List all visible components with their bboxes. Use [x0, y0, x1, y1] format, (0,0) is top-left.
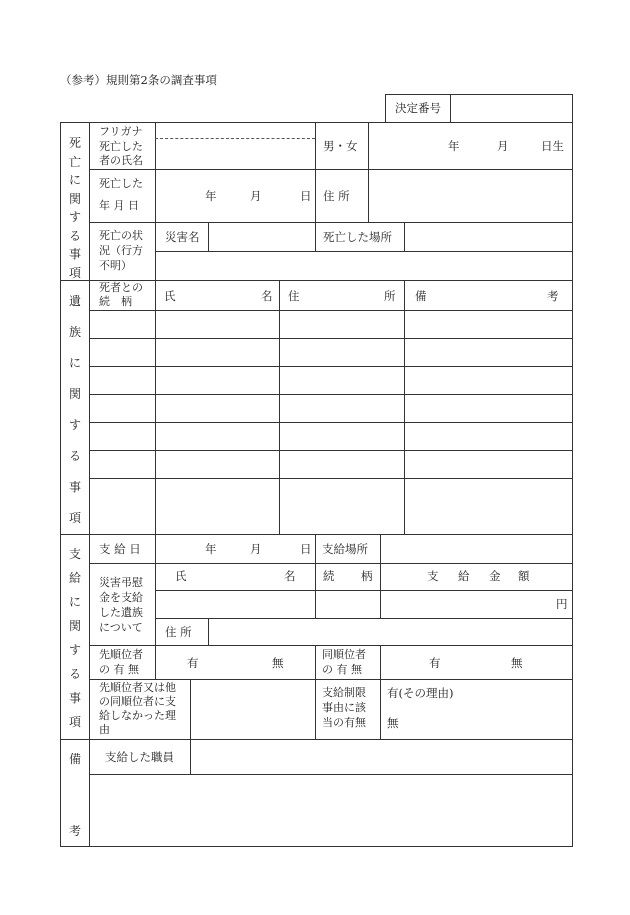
deceased-name-label-1: 死亡した	[99, 140, 143, 153]
prior-no-option[interactable]: 無	[272, 656, 284, 670]
recipient-address-field[interactable]	[210, 620, 570, 644]
recipient-label-1: 災害弔慰	[99, 576, 143, 589]
amount-label-2: 給	[458, 569, 470, 583]
disaster-name-field[interactable]	[210, 224, 314, 250]
remarks-label-1: 備	[68, 752, 81, 766]
family-section-char: 項	[68, 511, 81, 525]
payment-place-label: 支給場所	[322, 542, 368, 556]
same-rank-label-2: の 有 無	[322, 663, 362, 676]
death-section-char: 亡	[68, 154, 81, 169]
decision-number-field[interactable]	[452, 96, 570, 120]
recipient-label-4: について	[99, 621, 143, 634]
death-date-label-1: 死亡した	[99, 177, 143, 190]
family-address-label-2: 所	[384, 289, 396, 303]
amount-label-1: 支	[427, 569, 439, 583]
family-section-char: 事	[68, 480, 81, 494]
family-section-char: 族	[68, 325, 81, 339]
sex-label: 男・女	[323, 139, 358, 153]
family-section-char: 遺	[68, 294, 81, 308]
payment-day-label: 日	[300, 542, 312, 556]
furigana-label: フリガナ	[99, 125, 143, 138]
restriction-no-option[interactable]: 無	[387, 716, 399, 730]
payment-section-char: 関	[68, 619, 81, 633]
remarks-field[interactable]	[91, 776, 570, 844]
reason-label-1: 先順位者又は他	[99, 681, 176, 694]
family-address-label-1: 住	[288, 289, 300, 303]
staff-label: 支給した職員	[105, 750, 174, 764]
table-row[interactable]	[91, 451, 570, 478]
payment-month-label: 月	[250, 542, 262, 556]
payment-section-char: 事	[68, 691, 81, 705]
birth-day-label: 日生	[541, 139, 564, 153]
death-address-label: 住 所	[323, 189, 350, 203]
reason-label-2: の同順位者に支	[99, 695, 176, 708]
death-section-char: る	[68, 228, 81, 243]
family-section-char: る	[68, 449, 81, 463]
death-place-field[interactable]	[406, 224, 570, 250]
death-section-char: 死	[68, 136, 81, 150]
birth-year-label: 年	[448, 139, 460, 153]
relation-label-1: 死者との	[99, 281, 143, 294]
amount-label-4: 額	[518, 569, 530, 583]
payment-section-char: に	[68, 595, 81, 609]
family-notes-label-2: 考	[547, 289, 559, 303]
same-rank-label-1: 同順位者	[322, 648, 366, 661]
death-date-label-2: 年 月 日	[99, 199, 139, 212]
deceased-name-label-2: 者の氏名	[99, 154, 143, 167]
table-row[interactable]	[91, 395, 570, 422]
same-rank-no-option[interactable]: 無	[511, 656, 523, 670]
death-day-label: 日	[300, 189, 312, 203]
payment-section-char: 給	[68, 571, 81, 585]
recipient-name-label-1: 氏	[175, 569, 187, 583]
reason-label-4: 由	[99, 723, 110, 736]
table-row[interactable]	[91, 479, 570, 502]
prior-yes-option[interactable]: 有	[187, 656, 199, 670]
prior-label-1: 先順位者	[99, 648, 143, 661]
death-section-char: 関	[68, 191, 81, 206]
death-year-label: 年	[205, 189, 217, 203]
remarks-label-2: 考	[68, 824, 81, 838]
family-section-char: に	[68, 356, 81, 370]
furigana-field[interactable]	[157, 124, 313, 137]
family-section-char: す	[68, 418, 81, 432]
family-section-char: 関	[68, 387, 81, 401]
death-place-label: 死亡した場所	[323, 230, 392, 244]
disaster-name-label: 災害名	[165, 230, 200, 244]
payment-place-field[interactable]	[382, 536, 570, 562]
table-row[interactable]	[91, 367, 570, 394]
recipient-name-field[interactable]	[157, 592, 313, 617]
recipient-relation-field[interactable]	[317, 592, 379, 617]
reason-label-3: 給しなかった理	[99, 709, 176, 722]
family-name-label-2: 名	[261, 289, 273, 303]
relation-label-2: 続 柄	[99, 295, 132, 308]
payment-year-label: 年	[205, 542, 217, 556]
reason-field[interactable]	[192, 681, 314, 737]
family-notes-label-1: 備	[415, 289, 427, 303]
page-title: （参考）規則第2条の調査事項	[60, 73, 217, 87]
status-label-2: 況（行方	[99, 244, 143, 257]
payment-date-label: 支 給 日	[99, 542, 141, 556]
recipient-name-label-2: 名	[284, 569, 296, 583]
table-row[interactable]	[91, 311, 570, 338]
birth-month-label: 月	[497, 139, 509, 153]
table-row[interactable]	[91, 423, 570, 450]
restriction-label-3: 当の有無	[322, 716, 366, 729]
death-address-field[interactable]	[370, 171, 570, 220]
payment-section-char: す	[68, 643, 81, 657]
recipient-label-2: 金を支給	[99, 591, 143, 604]
death-section-char: す	[68, 210, 81, 224]
payment-section-char: 支	[68, 547, 81, 561]
death-month-label: 月	[250, 189, 262, 203]
status-label-1: 死亡の状	[99, 229, 143, 242]
payment-section-char: る	[68, 667, 81, 681]
family-name-label-1: 氏	[164, 289, 176, 303]
restriction-label-2: 事由に該	[322, 701, 366, 714]
amount-label-3: 金	[489, 569, 501, 583]
death-section-char: 項	[68, 265, 81, 280]
status-label-3: 不明）	[99, 259, 132, 272]
recipient-relation-label-2: 柄	[361, 569, 373, 583]
yen-label: 円	[556, 597, 568, 611]
recipient-label-3: した遺族	[99, 606, 143, 619]
table-row[interactable]	[91, 339, 570, 366]
decision-number-label: 決定番号	[395, 101, 441, 115]
prior-label-2: の 有 無	[99, 663, 139, 676]
recipient-relation-label-1: 続	[323, 569, 335, 583]
death-section-char: に	[68, 173, 81, 187]
restriction-label-1: 支給制限	[322, 686, 366, 699]
restriction-yes-option[interactable]: 有(その理由)	[387, 686, 454, 700]
deceased-name-field[interactable]	[157, 140, 313, 168]
payment-section-char: 項	[68, 715, 81, 729]
amount-field[interactable]	[382, 592, 552, 617]
death-section-char: 事	[68, 247, 81, 261]
same-rank-yes-option[interactable]: 有	[429, 656, 441, 670]
staff-field[interactable]	[192, 741, 570, 773]
recipient-address-label: 住 所	[165, 625, 192, 639]
